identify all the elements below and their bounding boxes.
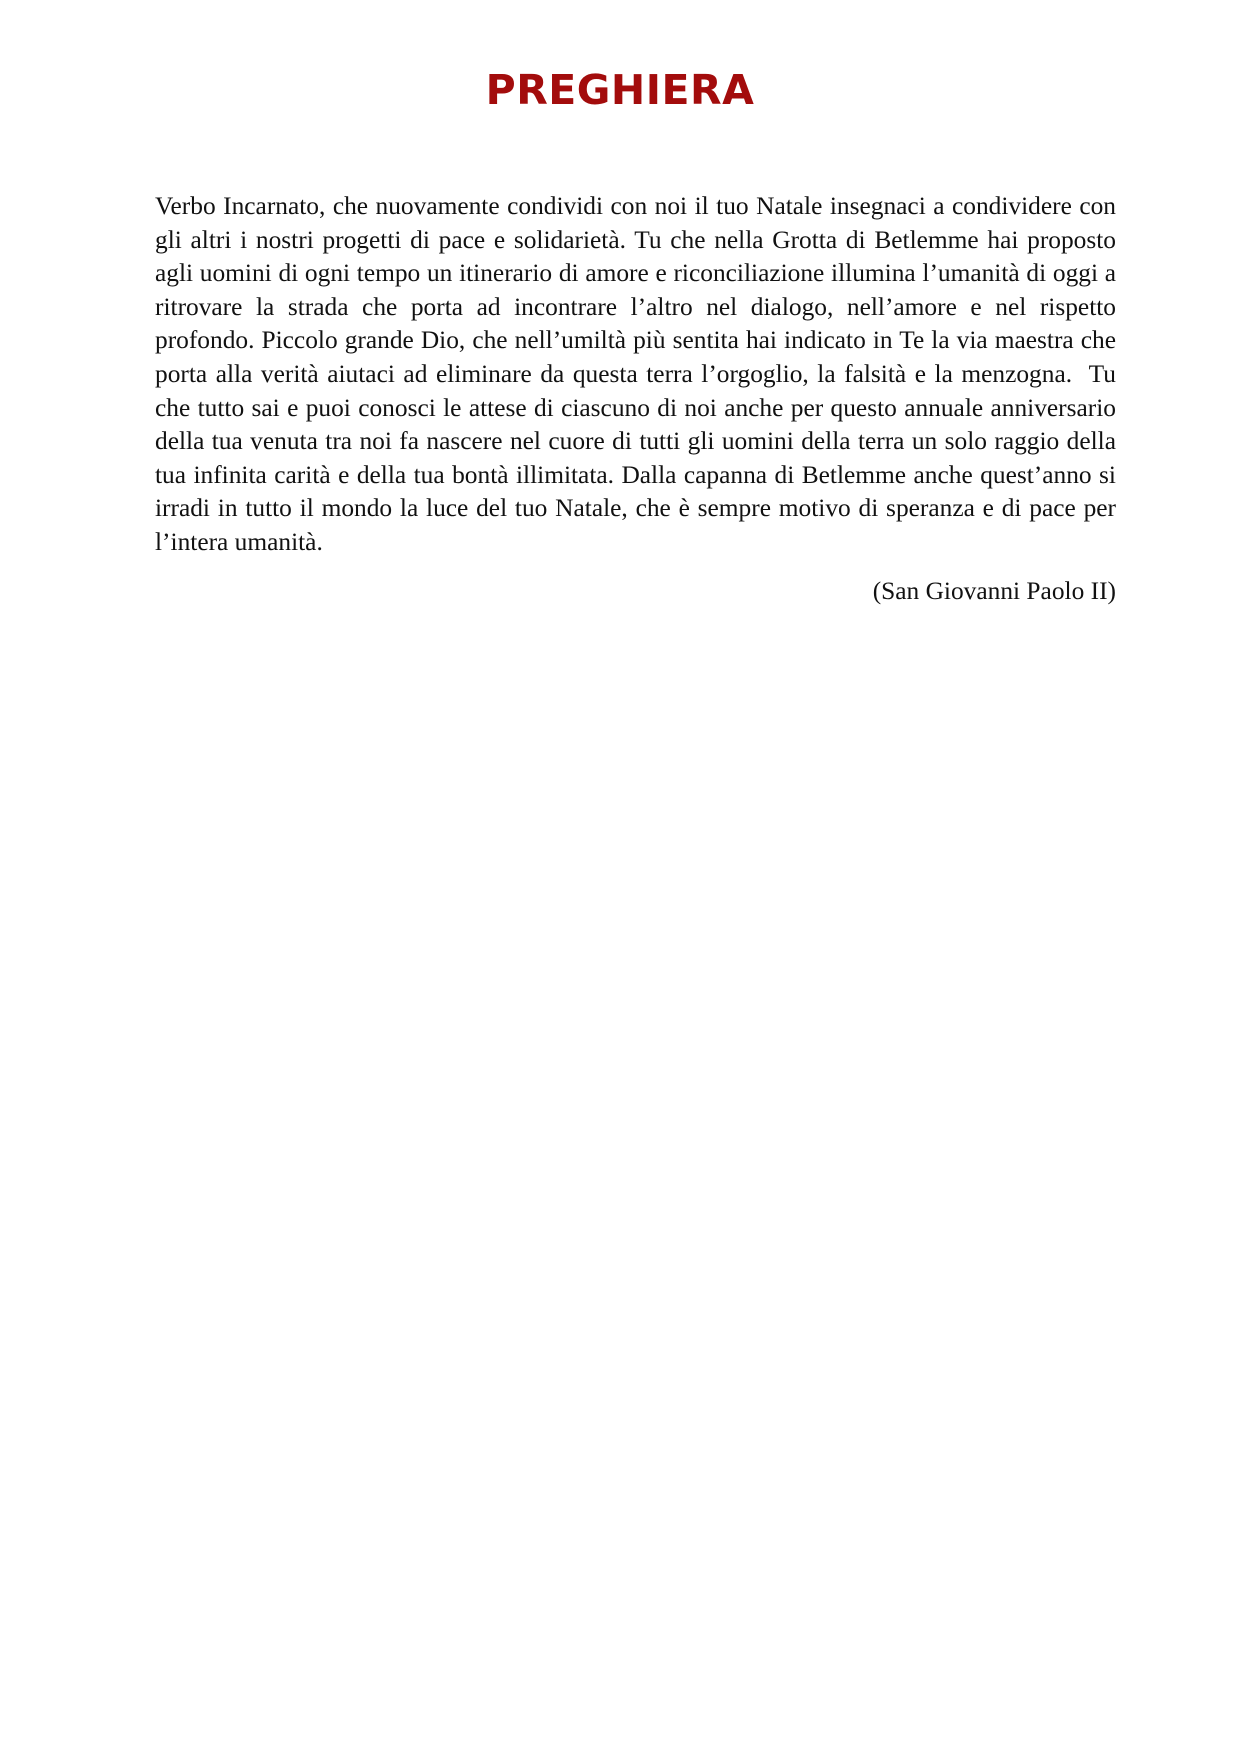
attribution: (San Giovanni Paolo II): [872, 577, 1116, 605]
page-title: PREGHIERA: [485, 66, 755, 114]
prayer-text: Verbo Incarnato, che nuovamente condividi con noi il tuo Natale insegnaci a condividere con gli altri i nostri progetti di pace e solidarietà. Tu che nella Grotta di Betlemme hai proposto agli uomini di ogni tempo un itinerario di amore e riconciliazione illumina l’umanità di oggi a ritrovare la strada che porta ad incontrare l’altro nel dialogo, nell’amore e nel rispetto profondo. Piccolo grande Dio, che nell’umiltà più sentita hai indicato in Te la via maestra che porta alla verità aiutaci ad eliminare da questa terra l’orgoglio, la falsità e la menzogna. Tu che tutto sai e puoi conosci le attese di ciascuno di noi anche per questo annuale anniversario della tua venuta tra noi fa nascere nel cuore di tutti gli uomini della terra un solo raggio della tua infinita carità e della tua bontà illimitata. Dalla capanna di Betlemme anche quest’anno si irradi in tutto il mondo la luce del tuo Natale, che è sempre motivo di speranza e di pace per l’intera umanità.: [155, 192, 1123, 556]
